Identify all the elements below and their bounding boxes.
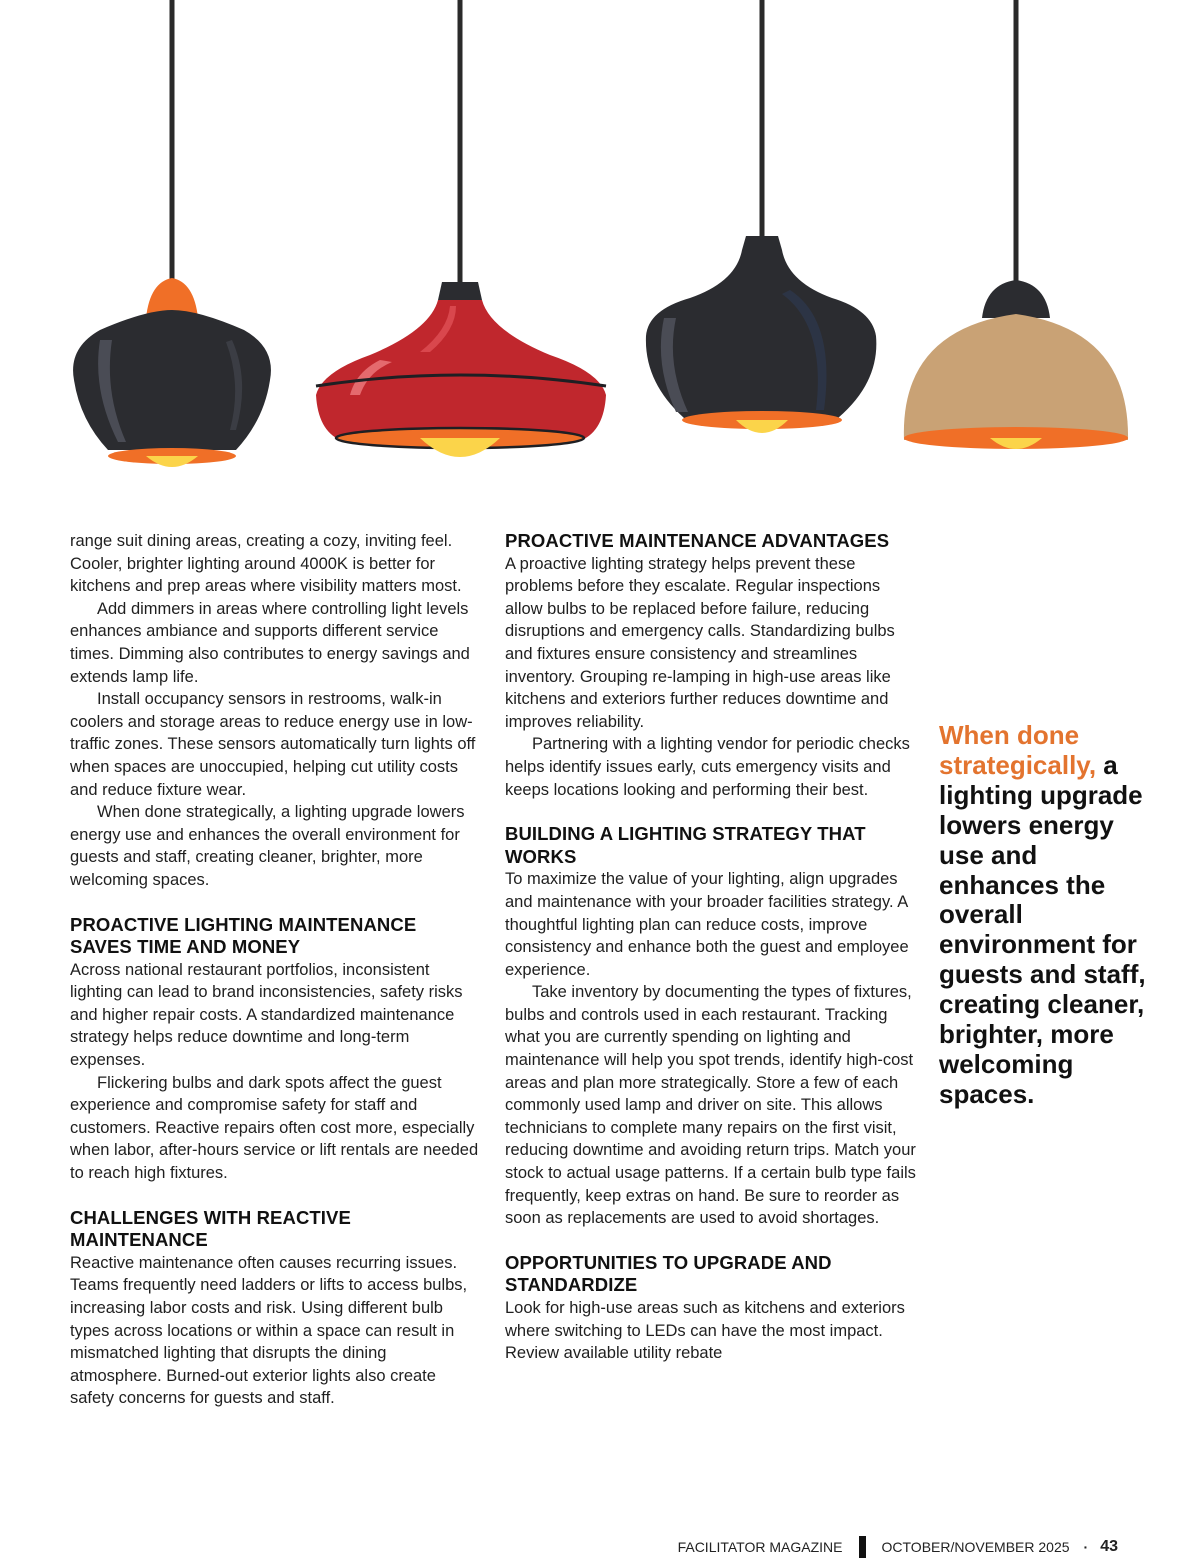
paragraph: Install occupancy sensors in restrooms, walk-in coolers and storage areas to reduce energy use in low-traffic zones. These sensors automatically turn lights off when spaces are unoccupied, helping cut utility costs and reduce fixture wear. (70, 690, 476, 799)
section-heading: CHALLENGES WITH REACTIVE MAINTENANCE (70, 1206, 351, 1251)
section-heading: PROACTIVE LIGHTING MAINTENANCE SAVES TIME AND MONEY (70, 913, 417, 958)
lamp-red-wide (316, 0, 606, 457)
section-heading: OPPORTUNITIES TO UPGRADE AND STANDARDIZE (505, 1251, 832, 1296)
pull-quote-text: a lighting upgrade lowers energy use and enhances the overall environment for guests and staff, creating cleaner, brighter, more welcoming spaces. (939, 749, 1146, 1109)
paragraph: Partnering with a lighting vendor for periodic checks helps identify issues early, cuts emergency visits and keeps locations looking and performing their best. (505, 735, 910, 799)
paragraph: A proactive lighting strategy helps prevent these problems before they escalate. Regular inspections allow bulbs to be replaced before failure, reducing disruptions and emergency calls. Standardizing bulbs and fixtures ensure consistency and streamlines inventory. Grouping re-lamping in high-use areas like kitchens and exteriors further reduces downtime and improves reliability. (505, 554, 895, 731)
footer-separator: · (1083, 1539, 1089, 1555)
paragraph: Take inventory by documenting the types of fixtures, bulbs and controls used in each restaurant. Tracking what you are currently spending on lighting and maintenance will help you spot trends, identify high-cost areas and plan more strategically. Store a few of each commonly used lamp and driver on site. This allows technicians to complete many repairs on the first visit, reducing downtime and avoiding return trips. Match your stock to actual usage patterns. If a certain bulb type fails frequently, keep extras on hand. Be sure to reorder as soon as replacements are used to avoid shortages. (505, 983, 916, 1228)
footer-divider (859, 1536, 866, 1558)
lamp-tan-dome (904, 0, 1128, 449)
issue-date: OCTOBER/NOVEMBER 2025 (881, 1539, 1070, 1555)
pendant-lamps-illustration (0, 0, 1200, 500)
lamp-black-orange-cap (73, 0, 271, 467)
magazine-name: FACILITATOR MAGAZINE (677, 1539, 843, 1555)
paragraph: When done strategically, a lighting upgrade lowers energy use and enhances the overall environment for guests and staff, creating cleaner, brighter, more welcoming spaces. (70, 803, 465, 889)
paragraph: Flickering bulbs and dark spots affect the guest experience and compromise safety for staff and customers. Reactive repairs often cost more, especially when labor, after-hours service or lift rentals are needed to reach high fixtures. (70, 1073, 479, 1183)
article-column-2 (505, 530, 917, 1365)
page-footer (678, 1536, 1118, 1558)
article-column-1 (70, 530, 482, 1410)
paragraph: Add dimmers in areas where controlling light levels enhances ambiance and supports different service times. Dimming also contributes to energy savings and extends lamp life. (70, 599, 470, 686)
paragraph: To maximize the value of your lighting, align upgrades and maintenance with your broader facilities strategy. A thoughtful lighting plan can reduce costs, improve consistency and enhance both the guest and employee experience. (505, 870, 909, 979)
section-heading: PROACTIVE MAINTENANCE ADVANTAGES (505, 530, 890, 551)
paragraph: range suit dining areas, creating a cozy, inviting feel. Cooler, brighter lighting around 4000K is better for kitchens and prep areas where visibility matters most. (70, 532, 462, 596)
lamp-dark-bell (646, 0, 876, 433)
page-number: 43 (1100, 1538, 1118, 1555)
pull-quote-accent: When done strategically, (939, 720, 1097, 780)
paragraph: Look for high-use areas such as kitchens and exteriors where switching to LEDs can have the most impact. Review available utility rebate (505, 1299, 905, 1363)
pull-quote (939, 721, 1154, 1110)
paragraph: Reactive maintenance often causes recurring issues. Teams frequently need ladders or lifts to access bulbs, increasing labor costs and risk. Using different bulb types across locations or within a space can result in mismatched lighting that disrupts the dining atmosphere. Burned-out exterior lights also create safety concerns for guests and staff. (70, 1253, 468, 1408)
section-heading: BUILDING A LIGHTING STRATEGY THAT WORKS (505, 823, 866, 867)
paragraph: Across national restaurant portfolios, inconsistent lighting can lead to brand inconsistencies, safety risks and higher repair costs. A standardized maintenance strategy helps reduce downtime and long-term expenses. (70, 960, 463, 1070)
